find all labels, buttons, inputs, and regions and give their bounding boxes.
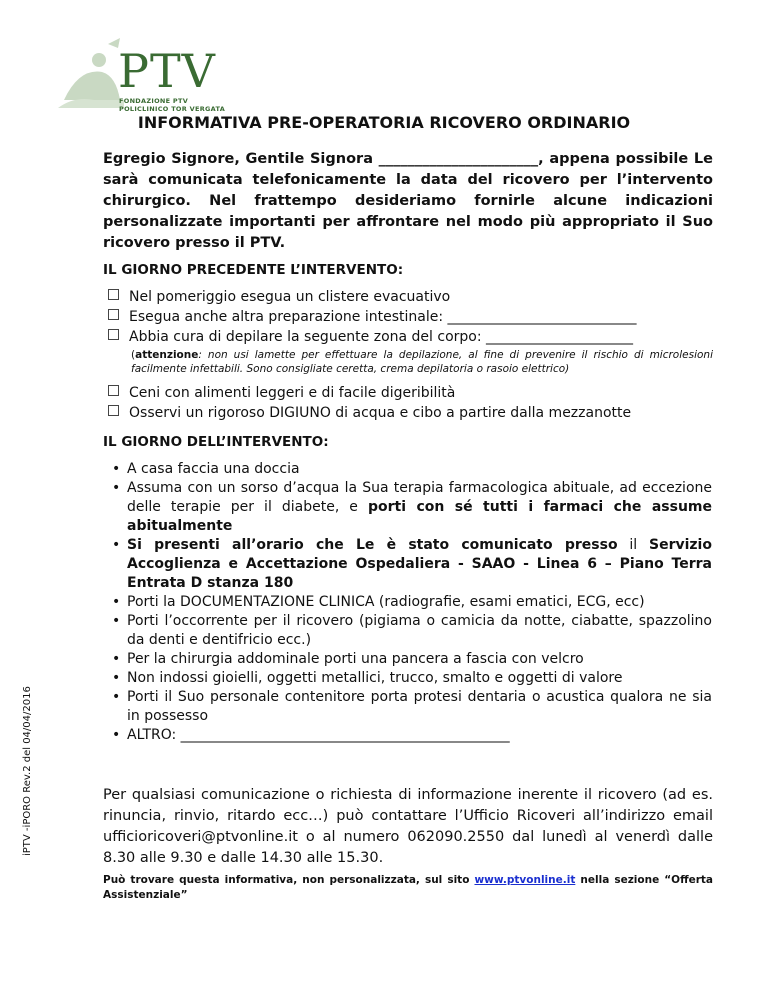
checklist-item: Esegua anche altra preparazione intestinale: ___________________________ <box>108 307 637 327</box>
document-code: iPTV -iPORO Rev.2 del 04/04/2016 <box>22 686 33 856</box>
checklist-item: Abbia cura di depilare la seguente zona del corpo: _____________________ <box>108 327 633 347</box>
list-item: • Porti il Suo personale contenitore porta protesi dentaria o acustica qualora ne sia in possesso <box>112 688 712 726</box>
depilation-note: (attenzione: non usi lamette per effettuare la depilazione, al fine di prevenire il rischio di microlesioni facilmente infettabili. Sono consigliate ceretta, crema depilatoria o rasoio elettrico) <box>131 349 713 375</box>
logo-line1: FONDAZIONE PTV <box>119 97 189 105</box>
checkbox-icon <box>108 289 119 300</box>
list-item: • Per la chirurgia addominale porti una pancera a fascia con velcro <box>112 650 712 669</box>
checkbox-icon <box>108 385 119 396</box>
list-item: • ALTRO: _______________________________________________ <box>112 726 712 745</box>
list-item: • Assuma con un sorso d’acqua la Sua terapia farmacologica abituale, ad eccezione delle terapie per il diabete, e porti con sé tutti i farmaci che assume abitualmente <box>112 479 712 536</box>
intro-paragraph: Egregio Signore, Gentile Signora ______________________, appena possibile Le sarà comunicata telefonicamente la data del ricovero per l’intervento chirurgico. Nel frattempo desideriamo fornirle alcune indicazioni personalizzate importanti per affrontare nel modo più appropriato il Suo ricovero presso il PTV. <box>103 151 713 251</box>
list-item: • Porti l’occorrente per il ricovero (pigiama o camicia da notte, ciabatte, spazzolino da denti e dentifricio ecc.) <box>112 612 712 650</box>
day-before-heading: IL GIORNO PRECEDENTE L’INTERVENTO: <box>103 262 404 278</box>
logo-line2: POLICLINICO TOR VERGATA <box>119 105 226 113</box>
checkbox-icon <box>108 309 119 320</box>
document-title: INFORMATIVA PRE-OPERATORIA RICOVERO ORDINARIO <box>137 113 631 132</box>
footer-note: Può trovare questa informativa, non personalizzata, sul sito www.ptvonline.it nella sezione “Offerta Assistenziale” <box>103 874 714 901</box>
logo-text: PTV <box>118 44 216 98</box>
list-item: • Non indossi gioielli, oggetti metallici, trucco, smalto e oggetti di valore <box>112 669 712 688</box>
list-item: • A casa faccia una doccia <box>112 460 712 479</box>
contact-paragraph: Per qualsiasi comunicazione o richiesta di informazione inerente il ricovero (ad es. rinuncia, rinvio, ritardo ecc…) può contattare l’Ufficio Ricoveri all’indirizzo email ufficioricoveri@ptvonline.it o al numero 062090.2550 dal lunedì al venerdì dalle 8.30 alle 9.30 e dalle 14.30 alle 15.30. <box>103 787 713 866</box>
checklist-item: Osservi un rigoroso DIGIUNO di acqua e cibo a partire dalla mezzanotte <box>108 403 631 423</box>
day-of-list <box>112 460 712 745</box>
checklist-item: Ceni con alimenti leggeri e di facile digeribilità <box>108 383 455 403</box>
day-of-heading: IL GIORNO DELL’INTERVENTO: <box>103 434 329 450</box>
checkbox-icon <box>108 405 119 416</box>
checkbox-icon <box>108 329 119 340</box>
list-item: • Si presenti all’orario che Le è stato comunicato presso il Servizio Accoglienza e Accettazione Ospedaliera - SAAO - Linea 6 – Piano Terra Entrata D stanza 180 <box>112 536 712 593</box>
checklist-item: Nel pomeriggio esegua un clistere evacuativo <box>108 287 450 307</box>
website-link[interactable]: www.ptvonline.it <box>474 874 576 886</box>
list-item: • Porti la DOCUMENTAZIONE CLINICA (radiografie, esami ematici, ECG, ecc) <box>112 593 712 612</box>
